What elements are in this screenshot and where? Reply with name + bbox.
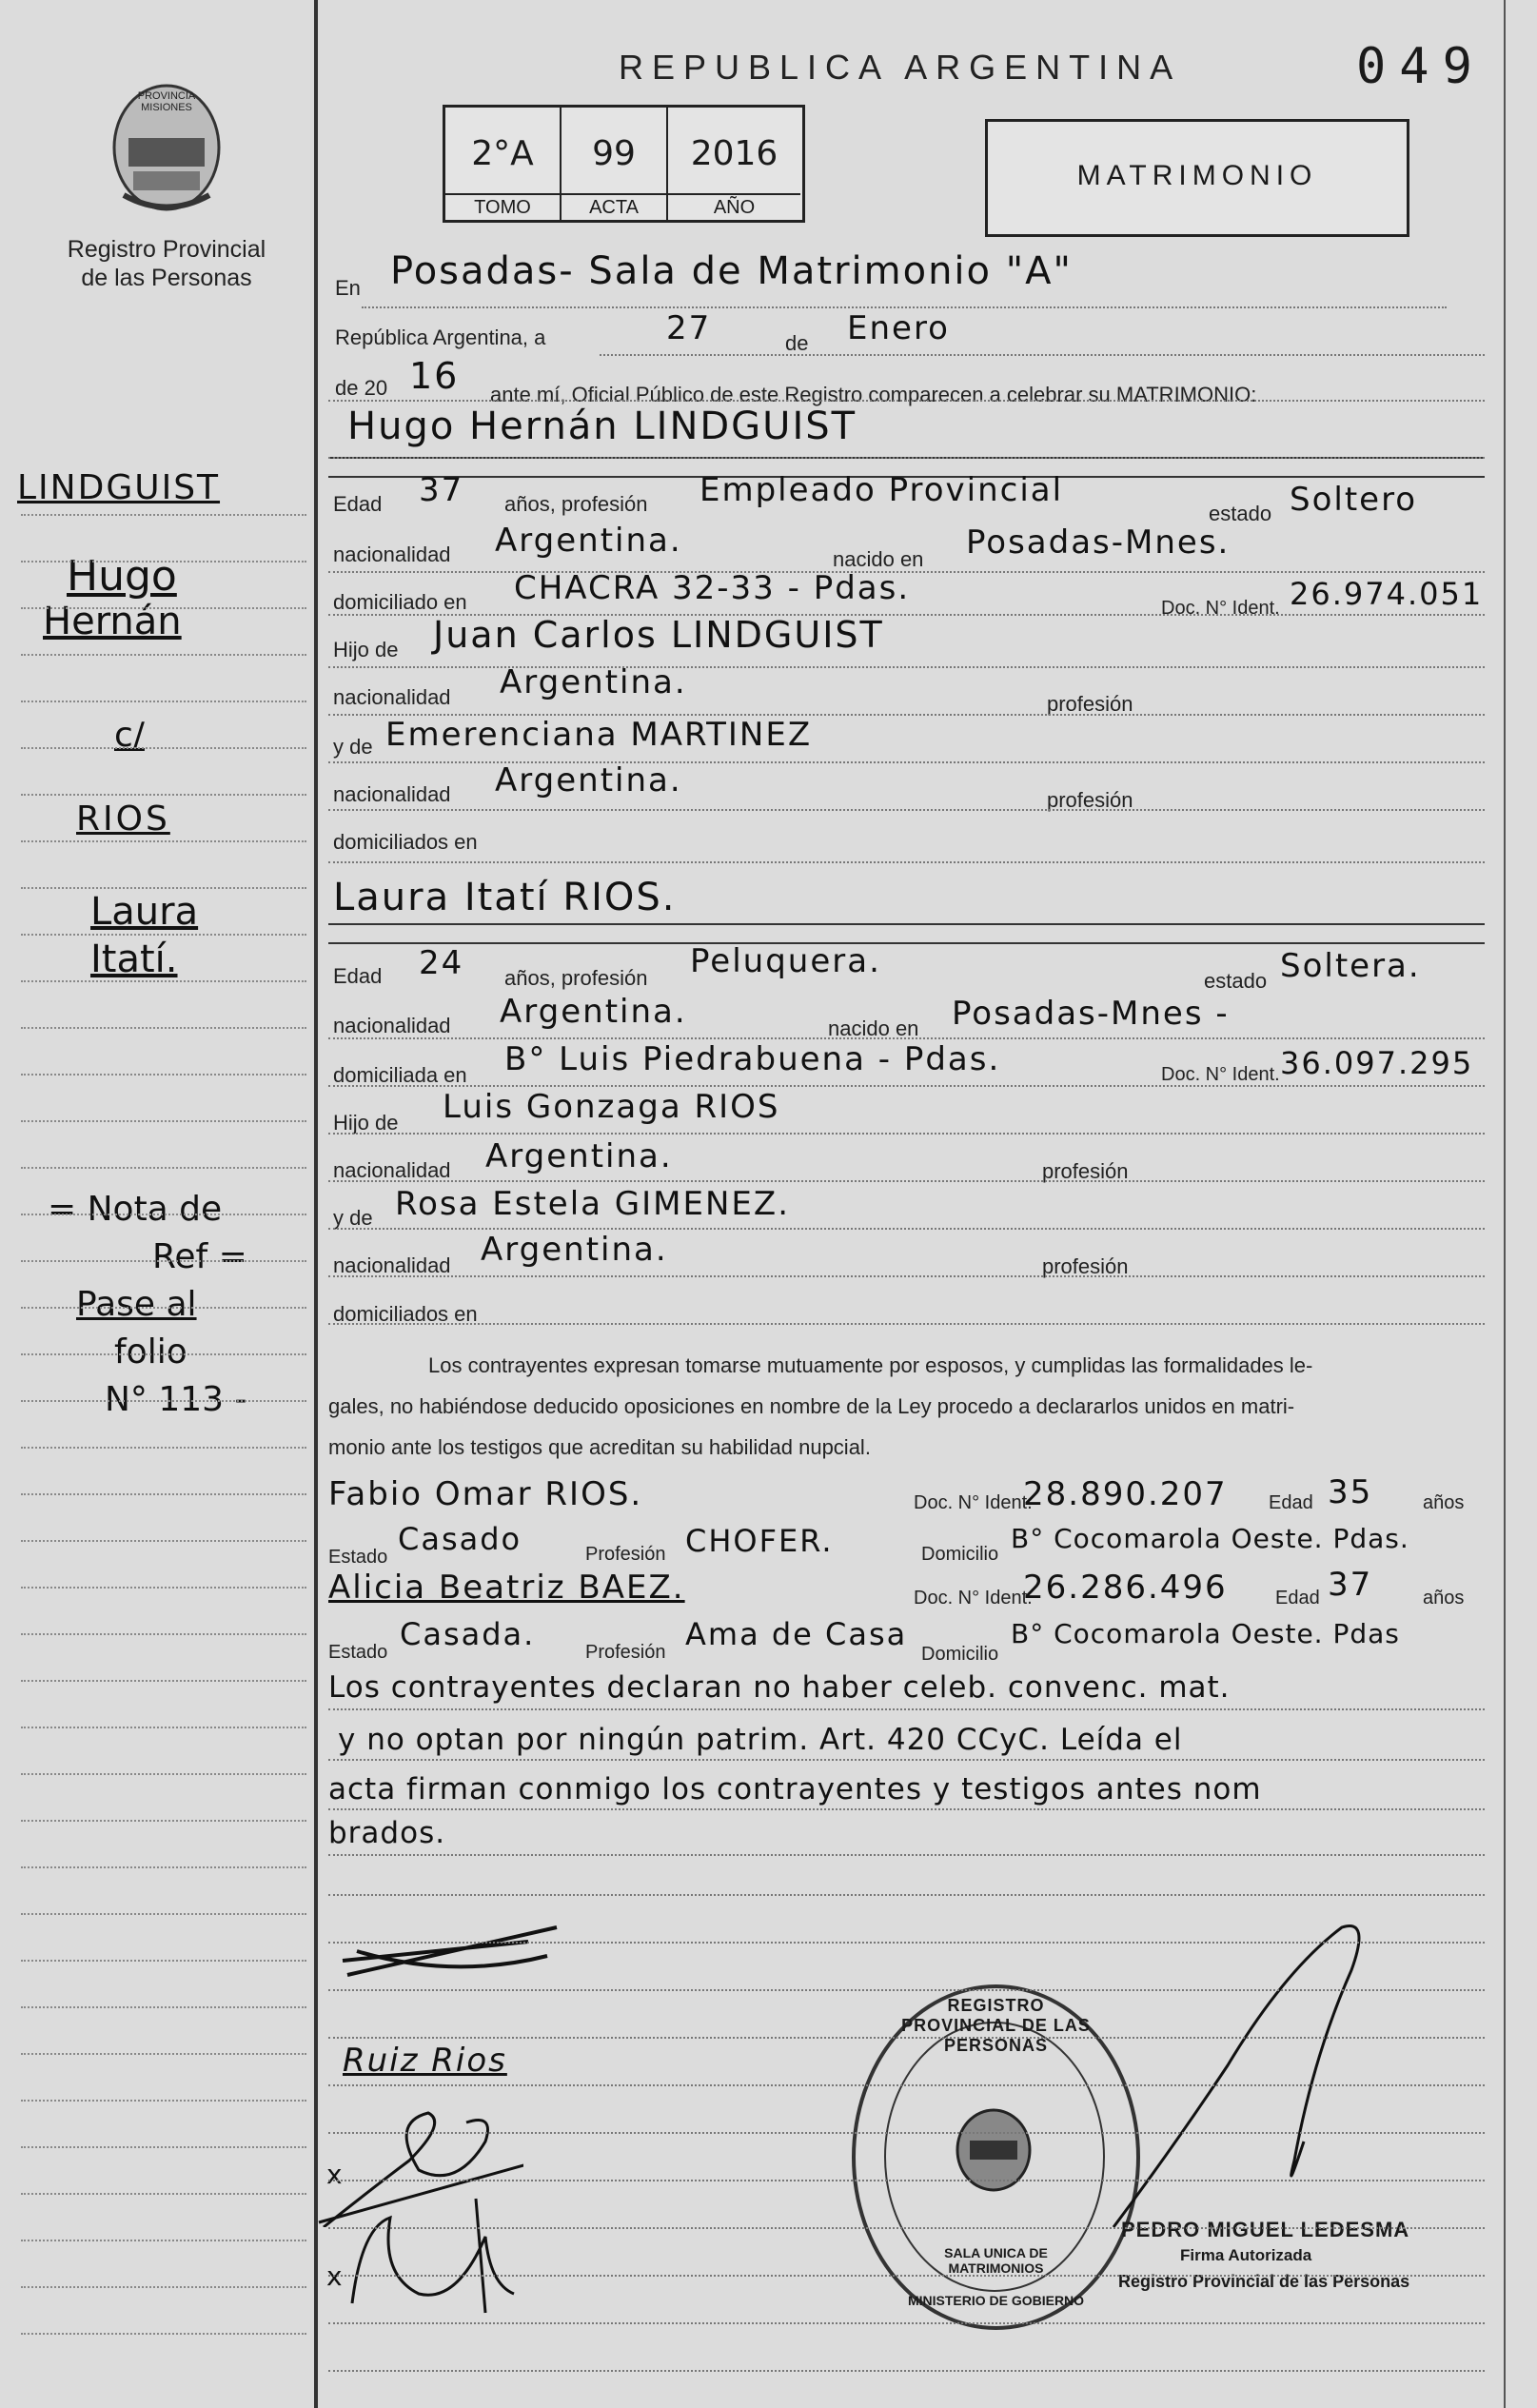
form-rule-line: [328, 666, 1485, 668]
form-rule-line: [328, 1228, 1485, 1230]
groom-father-nat-label: nacionalidad: [333, 685, 451, 709]
tomo-value: 2°A: [471, 134, 534, 173]
margin-rule-line: [21, 1027, 306, 1029]
form-rule-line: [328, 2037, 1485, 2039]
groom-civil-status: Soltero: [1290, 481, 1418, 519]
groom-mother-nationality: Argentina.: [495, 761, 682, 799]
bride-civil-status: Soltera.: [1280, 947, 1421, 985]
margin-surname: LINDGUIST: [17, 468, 221, 507]
groom-birthplace: Posadas-Mnes.: [966, 523, 1231, 562]
margin-conj: c/: [114, 716, 145, 755]
witness-2-doc: 26.286.496: [1023, 1569, 1228, 1607]
anio-label: AÑO: [668, 193, 800, 220]
bride-domiciliados-label: domiciliados en: [333, 1302, 478, 1326]
witness-1-address: B° Cocomarola Oeste. Pdas.: [1011, 1523, 1409, 1554]
margin-rule-line: [21, 747, 306, 749]
witness-2-doc-label: Doc. N° Ident.: [914, 1588, 1033, 1609]
place: Posadas- Sala de Matrimonio "A": [390, 249, 1073, 293]
acta-label: ACTA: [562, 193, 666, 220]
bride-birthplace: Posadas-Mnes -: [952, 995, 1230, 1033]
bride-nacido-label: nacido en: [828, 1016, 919, 1040]
form-rule-line: [328, 2084, 1485, 2086]
groom-dom-label: domiciliado en: [333, 590, 467, 614]
signature-rios: Ruiz Rios: [343, 2042, 507, 2080]
margin-rule-line: [21, 934, 306, 936]
de-label: de: [785, 331, 809, 355]
groom-father-prof-label: profesión: [1047, 692, 1133, 716]
bride-dom-label: domiciliada en: [333, 1063, 467, 1087]
officer-name: PEDRO MIGUEL LEDESMA: [1121, 2218, 1410, 2241]
tomo-cell: [445, 108, 562, 220]
witness-1-domicilio-label: Domicilio: [921, 1544, 999, 1565]
form-rule-line: [328, 400, 1485, 402]
margin-rule-line: [21, 840, 306, 842]
month: Enero: [847, 309, 950, 347]
witness-1-doc: 28.890.207: [1023, 1475, 1228, 1513]
form-rule-line: [328, 2275, 1485, 2277]
bride-edad-label: Edad: [333, 964, 383, 988]
margin-rule-line: [21, 1167, 306, 1169]
form-rule-line: [328, 1989, 1485, 1991]
en-label: En: [335, 276, 361, 300]
logo-text: PROVINCIA MISIONES: [137, 90, 196, 113]
margin-rule-line: [21, 1913, 306, 1915]
officer-title: Firma Autorizada: [1180, 2246, 1312, 2264]
margin-rule-line: [21, 1727, 306, 1728]
form-rule-line: [328, 571, 1485, 573]
witness-2-address: B° Cocomarola Oeste. Pdas: [1011, 1618, 1400, 1649]
bride-mother-nationality: Argentina.: [481, 1231, 668, 1269]
groom-domiciliados-label: domiciliados en: [333, 830, 478, 854]
declaration-line-3: monio ante los testigos que acreditan su habilidad nupcial.: [328, 1435, 871, 1459]
seal-bottom-text: MINISTERIO DE GOBIERNO: [907, 2293, 1085, 2308]
acta-value: 99: [592, 134, 636, 173]
groom-doc-number: 26.974.051: [1290, 576, 1484, 612]
bride-profesion-label: años, profesión: [504, 966, 648, 990]
groom-mother-prof-label: profesión: [1047, 788, 1133, 812]
republica-label: República Argentina, a: [335, 326, 546, 349]
margin-rule-line: [21, 2286, 306, 2288]
declaration-line-2: gales, no habiéndose deducido oposiciones en nombre de la Ley procedo a declararlos unidos en matri-: [328, 1394, 1295, 1418]
tomo-acta-anio-table: [443, 105, 805, 223]
officer-signature: [1094, 1913, 1399, 2237]
form-rule-line: [328, 2370, 1485, 2372]
bride-doc-label: Doc. N° Ident.: [1161, 1064, 1280, 1085]
groom-name: Hugo Hernán LINDGUIST: [347, 405, 857, 448]
form-rule-line: [328, 1323, 1485, 1325]
form-rule-line: [328, 1037, 1485, 1039]
groom-profesion-label: años, profesión: [504, 492, 648, 516]
margin-given-3: Laura: [90, 890, 199, 934]
margin-rule-line: [21, 2146, 306, 2148]
groom-nat-label: nacionalidad: [333, 543, 451, 566]
margin-rule-line: [21, 514, 306, 516]
margin-rule-line: [21, 2333, 306, 2335]
note-line-1: Los contrayentes declaran no haber celeb. convenc. mat.: [328, 1670, 1231, 1705]
form-rule-line: [328, 2132, 1485, 2134]
groom-edad-label: Edad: [333, 492, 383, 516]
groom-doc-label: Doc. N° Ident.: [1161, 598, 1280, 619]
witness-1-estado-label: Estado: [328, 1547, 388, 1568]
witness-2-status: Casada.: [400, 1616, 536, 1652]
margin-rule-line: [21, 607, 306, 609]
matrimonio-box: [985, 119, 1409, 237]
margin-rule-line: [21, 980, 306, 982]
page-number: 049: [1356, 38, 1486, 95]
margin-note-5: N° 113 -: [105, 1380, 247, 1419]
witness-2-estado-label: Estado: [328, 1642, 388, 1663]
misiones-logo: [105, 81, 228, 219]
country-title: REPUBLICA ARGENTINA: [619, 48, 1182, 87]
margin-rule-line: [21, 1540, 306, 1542]
year-prefix: de 20: [335, 376, 388, 400]
form-rule-line: [328, 457, 1485, 459]
witness-2-domicilio-label: Domicilio: [921, 1644, 999, 1665]
acta-cell: [562, 108, 668, 220]
tomo-label: TOMO: [445, 193, 560, 220]
bride-address: B° Luis Piedrabuena - Pdas.: [504, 1040, 1001, 1078]
bride-mother: Rosa Estela GIMENEZ.: [395, 1185, 790, 1223]
witness-1-status: Casado: [398, 1521, 522, 1557]
declaration-line-1: Los contrayentes expresan tomarse mutuamente por esposos, y cumplidas las formalidades le-: [428, 1353, 1313, 1377]
officer-registry: Registro Provincial de las Personas: [1118, 2272, 1410, 2291]
bride-father: Luis Gonzaga RIOS: [443, 1088, 780, 1126]
margin-note-3: Pase al: [76, 1285, 197, 1324]
form-rule-line: [328, 2227, 1485, 2229]
margin-rule-line: [21, 701, 306, 702]
groom-father-nationality: Argentina.: [500, 663, 687, 701]
witness-2-name: Alicia Beatriz BAEZ.: [328, 1569, 685, 1607]
margin-note-4: folio: [114, 1332, 187, 1372]
left-border-line: [314, 0, 318, 2408]
witness-1-profession: CHOFER.: [685, 1523, 834, 1559]
witness-2-anios-label: años: [1423, 1588, 1465, 1609]
witness-1-edad-label: Edad: [1269, 1492, 1313, 1513]
margin-rule-line: [21, 1074, 306, 1076]
anio-cell: [668, 108, 800, 220]
form-rule-line: [328, 2322, 1485, 2324]
right-border-line: [1504, 0, 1506, 2408]
form-rule-line: [328, 1133, 1485, 1135]
anio-value: 2016: [690, 134, 778, 173]
margin-rule-line: [21, 1680, 306, 1682]
witness-2-profession: Ama de Casa: [685, 1616, 908, 1652]
note-line-4: brados.: [328, 1816, 446, 1850]
mark-x-2: x: [326, 2260, 344, 2292]
form-rule-line: [328, 2180, 1485, 2181]
seal-inner-text: SALA UNICA DE MATRIMONIOS: [944, 2245, 1048, 2276]
form-rule-line: [328, 761, 1485, 763]
bride-father-nationality: Argentina.: [485, 1137, 673, 1175]
witness-1-name: Fabio Omar RIOS.: [328, 1475, 643, 1513]
margin-rule-line: [21, 2006, 306, 2008]
day: 27: [666, 309, 712, 347]
form-rule-line: [328, 1759, 1485, 1761]
doc-type: MATRIMONIO: [1076, 160, 1318, 191]
bride-name: Laura Itatí RIOS.: [333, 876, 677, 919]
margin-rule-line: [21, 2053, 306, 2055]
margin-rule-line: [21, 2240, 306, 2241]
groom-hijo-label: Hijo de: [333, 638, 399, 661]
form-rule-line: [328, 1180, 1485, 1182]
bride-mother-nat-label: nacionalidad: [333, 1253, 451, 1277]
groom-nacido-label: nacido en: [833, 547, 924, 571]
margin-rule-line: [21, 794, 306, 796]
margin-rule-line: [21, 1633, 306, 1635]
margin-surname-2: RIOS: [76, 799, 170, 839]
form-rule-line: [328, 1708, 1485, 1710]
groom-age: 37: [419, 471, 464, 509]
margin-given-4: Itatí.: [90, 938, 178, 981]
form-rule-line: [328, 1894, 1485, 1896]
margin-rule-line: [21, 1400, 306, 1402]
margin-rule-line: [21, 654, 306, 656]
margin-note-2: Ref =: [152, 1237, 247, 1276]
margin-rule-line: [21, 887, 306, 889]
groom-profession: Empleado Provincial: [700, 471, 1064, 509]
signature-strikeout: [338, 1923, 566, 1989]
margin-given-2: Hernán: [43, 600, 182, 643]
signature-scribble-2: [333, 2180, 542, 2332]
form-rule-line: [328, 1854, 1485, 1856]
note-line-3: acta firman conmigo los contrayentes y testigos antes nom: [328, 1772, 1262, 1806]
bride-estado-label: estado: [1204, 969, 1268, 993]
registry-name: Registro Provincial de las Personas: [67, 236, 266, 291]
groom-father: Juan Carlos LINDGUIST: [433, 614, 884, 656]
mark-x-1: x: [326, 2159, 344, 2190]
bride-mother-prof-label: profesión: [1042, 1254, 1129, 1278]
margin-rule-line: [21, 1820, 306, 1822]
form-rule-line: [328, 714, 1485, 716]
form-rule-line: [328, 1942, 1485, 1944]
bride-profession: Peluquera.: [690, 942, 881, 980]
form-rule-line: [328, 1085, 1485, 1087]
witness-1-profesion-label: Profesión: [585, 1544, 666, 1565]
margin-rule-line: [21, 1587, 306, 1589]
bride-father-nat-label: nacionalidad: [333, 1158, 451, 1182]
margin-rule-line: [21, 1773, 306, 1775]
bride-doc-number: 36.097.295: [1280, 1045, 1474, 1081]
form-rule-line: [328, 861, 1485, 863]
margin-rule-line: [21, 1447, 306, 1449]
witness-2-edad-label: Edad: [1275, 1588, 1320, 1609]
margin-rule-line: [21, 2193, 306, 2195]
seal-outer-text: REGISTRO PROVINCIAL DE LAS PERSONAS: [901, 1996, 1091, 2055]
margin-rule-line: [21, 1307, 306, 1309]
witness-2-age: 37: [1328, 1566, 1373, 1604]
margin-rule-line: [21, 1866, 306, 1868]
witness-2-profesion-label: Profesión: [585, 1642, 666, 1663]
margin-rule-line: [21, 1120, 306, 1122]
margin-rule-line: [21, 2100, 306, 2102]
witness-1-anios-label: años: [1423, 1492, 1465, 1513]
form-rule-line: [328, 1275, 1485, 1277]
comparecen-text: ante mí, Oficial Público de este Registro comparecen a celebrar su MATRIMONIO:: [490, 383, 1257, 406]
note-line-2: y no optan por ningún patrim. Art. 420 CCyC. Leída el: [338, 1723, 1183, 1757]
witness-1-age: 35: [1328, 1473, 1373, 1511]
groom-nationality: Argentina.: [495, 522, 682, 560]
form-rule-line: [328, 809, 1485, 811]
margin-rule-line: [21, 1353, 306, 1355]
margin-given-1: Hugo: [67, 552, 177, 601]
margin-rule-line: [21, 561, 306, 563]
bride-yde-label: y de: [333, 1206, 373, 1230]
margin-note-1: = Nota de: [48, 1190, 223, 1229]
bride-nationality: Argentina.: [500, 993, 687, 1031]
form-rule-line: [328, 1808, 1485, 1810]
bride-nat-label: nacionalidad: [333, 1014, 451, 1037]
margin-rule-line: [21, 1214, 306, 1215]
groom-mother-nat-label: nacionalidad: [333, 782, 451, 806]
witness-1-doc-label: Doc. N° Ident.: [914, 1492, 1033, 1513]
groom-estado-label: estado: [1209, 502, 1272, 525]
groom-yde-label: y de: [333, 735, 373, 759]
year-suffix: 16: [409, 355, 460, 397]
bride-father-prof-label: profesión: [1042, 1159, 1129, 1183]
bride-hijo-label: Hijo de: [333, 1111, 399, 1135]
form-rule-line: [328, 614, 1485, 616]
bride-age: 24: [419, 944, 464, 982]
groom-address: CHACRA 32-33 - Pdas.: [514, 569, 911, 607]
groom-mother: Emerenciana MARTINEZ: [385, 716, 813, 754]
margin-rule-line: [21, 1260, 306, 1262]
margin-rule-line: [21, 1960, 306, 1962]
margin-rule-line: [21, 1493, 306, 1495]
